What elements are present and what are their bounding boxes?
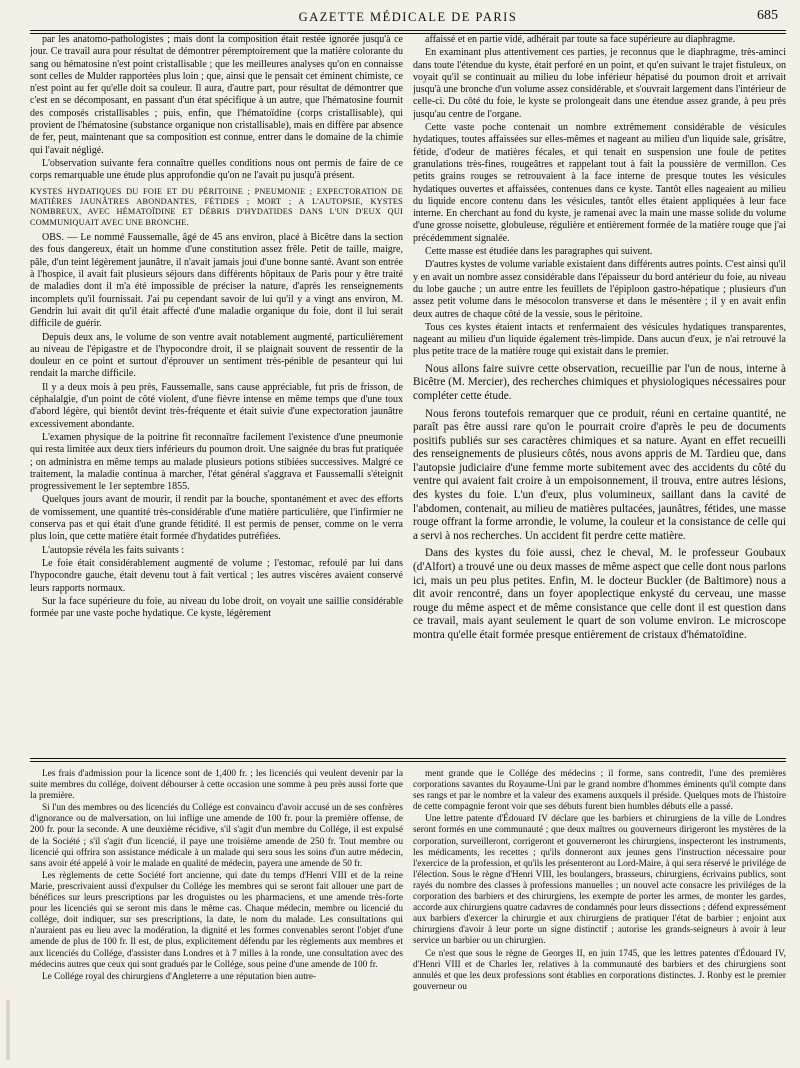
separator-rule-double — [30, 761, 786, 762]
paragraph: ment grande que le Collége des médecins ; il forme, sans contredit, l'une des premières corporations savantes du Royaume-Uni par le grand nombre d'hommes éminents qu'il compte dans ses rangs et par le nombre et la valeur des examens auxquels il préside. Quelques mots de l'histoire de cette compagnie feront voir que ses débuts furent bien humbles débuts elle a passé. — [413, 769, 786, 813]
feuilleton-column-left — [30, 769, 403, 1059]
paragraph: Cette vaste poche contenait un nombre extrêmement considérable de vésicules hydatiques, toutes affaissées sur elles-mêmes et nageant au milieu d'un liquide sale, grisâtre, fétide, d'odeur de matières fécales, et qui tenait en suspension une foule de petites granulations très-fines, rougeâtres et rappelant tout à fait la poussière de vermillon. Ces petits grains rouges se retrouvaient à la face interne de presque toutes les vésicules hydatiques ouvertes et affaissées, contenues dans ce kyste. Tantôt elles nageaient au milieu du liquide encore contenu dans les vésicules, tantôt elles étaient appliquées à leur face interne. En cherchant au fond du kyste, je ramenai avec la main une masse solide du volume d'une grosse noisette, globuleuse, régulière et entièrement formée de la matière rouge que j'ai précédemment signalée. — [413, 122, 786, 244]
paragraph: OBS. — Le nommé Faussemalle, âgé de 45 ans environ, placé à Bicêtre dans la section des fous dangereux, était un homme d'une constitution assez frêle. Petit de taille, maigre, pâle, d'un teint légèrement jaunâtre, il n'avait jamais joui d'une bonne santé. Avant son entrée à l'hospice, il avait fait plusieurs séjours dans différents hôpitaux de Paris pour y être traité de maladies dont il m'a été impossible de préciser la nature, d'après les renseignements incomplets qu'il fournissait. J'ai pu cependant savoir de lui qu'il y a vingt ans environ, M. Gendrin lui avait dit qu'il était affecté d'une maladie organique du foie, dont il lui serait difficile de guérir. — [30, 232, 403, 330]
paragraph: Nous ferons toutefois remarquer que ce produit, réuni en certaine quantité, ne paraît pas être aussi rare qu'on le pourrait croire d'après le peu de documents positifs publiés sur ses caractères chimiques et sa nature. Ayant en effet recueilli des renseignements de plusieurs côtés, nous avons appris de M. Tardieu que, dans l'autopsie judiciaire d'une femme morte subitement avec des accidents du côté du ventre qui avaient fait croire à un empoisonnement, il trouva, entre autres lésions, des kystes du foie. L'un d'eux, plus volumineux, saillant dans la cavité de l'abdomen, contenait, au milieu de matières pultacées, jaunâtres, fétides, une masse rouge offrant la forme arrondie, le volume, la couleur et la consistance de celle qui a servi à nos recherches. Un accident fit perdre cette matière. — [413, 407, 786, 542]
paragraph: affaissé et en partie vidé, adhérait par toute sa face supérieure au diaphragme. — [425, 34, 736, 45]
paragraph: Les frais d'admission pour la licence sont de 1,400 fr. ; les licenciés qui veulent devenir par la suite membres du collége, doivent débourser à cette occasion une somme à peu près aussi forte que la première. — [30, 769, 403, 802]
article-section — [30, 34, 786, 749]
paragraph: Depuis deux ans, le volume de son ventre avait notablement augmenté, particulièrement au niveau de l'épigastre et de l'hypocondre droit, il se plaignait souvent de ressentir de la douleur en ce point et surtout d'éprouver un sentiment très-pénible de pesanteur qui lui rendait la marche difficile. — [30, 331, 403, 380]
paragraph: par les anatomo-pathologistes ; mais dont la composition était restée ignorée jusqu'à ce jour. Ce travail aura pour résultat de démontrer péremptoirement que la matière colorante du sang ou hématosine n'est point cristallisable ; que les meilleures analyses qu'on en connaisse sont celles de Mulder rapportées plus loin ; que, ainsi que le pensait cet éminent chimiste, ce n'est point au fer qu'elle doit sa couleur. Il aura, d'autre part, pour résultat de démontrer que c'est en se décomposant, en passant d'un état spécifique à un autre, que l'hématosine fournit des composés cristallisables ; puis, enfin, que l'hématoïdine (corps cristallisable), qui provient de l'hématosine (substance organique non cristallisable), mais en diffère par absence de fer, peut, maintenant que sa composition est connue, entrer dans le domaine de la chimie qui l'avait négligé. — [30, 34, 403, 156]
feuilleton-column-right — [413, 769, 786, 1059]
paragraph: L'examen physique de la poitrine fit reconnaître facilement l'existence d'une pneumonie qui resta limitée aux deux tiers inférieurs du poumon droit. Une saignée du bras fut pratiquée ; on administra en même temps au malade plusieurs potions stibiées successives. Malgré ce traitement, la maladie continua à marcher, l'état général s'aggrava et Faussemalli s'éteignit progressivement le 1er septembre 1855. — [30, 431, 403, 493]
running-title: GAZETTE MÉDICALE DE PARIS — [298, 10, 518, 24]
paragraph: Sur la face supérieure du foie, au niveau du lobe droit, on voyait une saillie considérable formée par une vaste poche hydatique. Ce kyste, légèrement — [30, 595, 403, 620]
paragraph: Le foie était considérablement augmenté de volume ; l'estomac, refoulé par lui dans l'hypocondre gauche, était devenu tout à fait vertical ; les autres viscères avaient conservé leurs rapports normaux. — [30, 557, 403, 594]
paragraph: Dans des kystes du foie aussi, chez le cheval, M. le professeur Goubaux (d'Alfort) a trouvé une ou deux masses de même aspect que celle dont nous parlons ici, mais un peu plus petites. Enfin, M. le docteur Buckler (de Baltimore) nous a dit avoir rencontré, dans un foyer apoplectique enkysté du cerveau, une masse rouge du même aspect et de même consistance que celle dont il est question dans ce travail, mais ayant seulement le quart de son volume environ. Le microscope montra qu'elle était formée presque entièrement de cristaux d'hématoïdine. — [413, 547, 786, 641]
page-header — [30, 4, 786, 34]
paragraph: Tous ces kystes étaient intacts et renfermaient des vésicules hydatiques transparentes, nageant au milieu d'un liquide également très-limpide. Dans aucun d'eux, je n'ai retrouvé la plus petite trace de la matière rouge qui existait dans le premier. — [413, 321, 786, 358]
article-column-left — [30, 34, 403, 749]
article-column-right — [413, 34, 786, 749]
paragraph: Cette masse est étudiée dans les paragraphes qui suivent. — [425, 246, 653, 258]
paragraph: L'autopsie révéla les faits suivants : — [42, 544, 185, 556]
case-title: KYSTES HYDATIQUES DU FOIE ET DU PÉRITOINE ; PNEUMONIE ; EXPECTORATION DE MATIÈRES JAUNÂTRES ABONDANTES, FÉTIDES ; MORT ; A L'AUTOPSIE, KYSTES NOMBREUX, AVEC HÉMATOÏDINE ET DÉBRIS D'HYDATIDES DANS L'UN D'EUX QUI COMMUNIQUAIT AVEC UNE BRONCHE. — [30, 186, 403, 227]
feuilleton-section — [30, 769, 786, 1059]
section-separator — [30, 755, 786, 765]
paragraph: L'observation suivante fera connaître quelles conditions nous ont permis de faire de ce corps remarquable une étude plus approfondie qu'on ne l'avait pu jusqu'à présent. — [30, 157, 403, 182]
page-number: 685 — [757, 8, 778, 23]
paragraph: Nous allons faire suivre cette observation, recueillie par l'un de nous, interne à Bicêtre (M. Mercier), des recherches chimiques et physiologiques nécessaires pour compléter cette étude. — [413, 362, 786, 402]
paragraph: En examinant plus attentivement ces parties, je reconnus que le diaphragme, très-aminci dans toute l'étendue du kyste, était perforé en un point, et qu'en suivant le trajet fistuleux, on voyait qu'il se continuait au milieu du lobe inférieur hépatisé du poumon droit et arrivait jusqu'à une bronche d'un volume assez considérable, et s'ouvrait largement dans l'intérieur de celle-ci. Du côté du foie, le kyste se prolongeait dans une étendue assez grande, à peu près jusqu'au centre de l'organe. — [413, 47, 786, 120]
paragraph: Il y a deux mois à peu près, Faussemalle, sans cause appréciable, fut pris de frisson, de céphalalgie, d'un point de côté violent, d'une fièvre intense en même temps que d'une toux d'abord légère, qui bientôt devint très-fréquente et était suivie d'une expectoration jaunâtre excessivement abondante. — [30, 381, 403, 430]
paragraph: Si l'un des membres ou des licenciés du Collége est convaincu d'avoir accusé un de ses confrères d'ignorance ou de malversation, on lui inflige une amende de 100 fr. pour la première offense, de 200 fr. pour la seconde. A une deuxième récidive, s'il s'agit d'un membre du Collége, il est expulsé de la Société ; s'il s'agit d'un licencié, il paye une troisième amende de 250 fr. Tout membre ou licencié qui offrira son assistance médicale à un malade qui sera sous les soins d'un autre médecin, sans avoir été appelé à voir le malade en qualité de médecin, payera une amende de 50 fr. — [30, 803, 403, 869]
paragraph: Quelques jours avant de mourir, il rendit par la bouche, spontanément et avec des efforts de vomissement, une quantité très-considérable d'une matière particulière, que l'infirmier ne conserva pas et qui était d'une grande fétidité. Il est permis de penser, comme on le verra plus loin, que cette matière était formée d'hydatides putréfiées. — [30, 494, 403, 543]
paragraph: Ce n'est que sous le règne de Georges II, en juin 1745, que les lettres patentes d'Édouard IV, d'Henri VIII et de Charles Ier, relatives à la communauté des barbiers et des chirurgiens sont annulés et que les deux professions sont établies en corporations distinctes. J. Ronby est le premier gouverneur ou — [413, 948, 786, 992]
header-rule — [30, 30, 786, 31]
paragraph: Les règlements de cette Société fort ancienne, qui date du temps d'Henri VIII et de la reine Marie, prescrivaient aussi d'expulser du Collége les membres qui se seront fait allouer une part de bénéfices sur leurs prescriptions par les droguistes ou les pharmaciens, et une amende très-forte pour les licenciés qui se seront mis dans le même cas. Chaque médecin, membre ou licencié du collége, doit indiquer, sur ses prescriptions, la date, le nom du malade. Les consultations qui n'auraient pas eu lieu avec la modération, la dignité et les formes convenables seront l'objet d'une amende de plus de 100 fr. Il est, de plus, explicitement défendu par les règlements aux membres et aux licenciés du Collége, d'assister dans Londres et à 7 milles à la ronde, une consultation avec des médecins autres que ceux qui sont gradués par le Collége, sous peine d'une amende de 100 fr. — [30, 870, 403, 970]
paragraph: Le Collége royal des chirurgiens d'Angleterre a une réputation bien autre- — [42, 971, 317, 982]
header-rule-double — [30, 33, 786, 34]
page-edge-shadow — [6, 1000, 10, 1060]
separator-rule — [30, 758, 786, 759]
paragraph: Une lettre patente d'Édouard IV déclare que les barbiers et chirurgiens de la ville de Londres seront formés en une communauté ; que deux maîtres ou gouverneurs dirigeront les mystères de la corporation, surveilleront, corrigeront et gouverneront les chirurgiens, inspecteront les instruments, les médicaments, les recettes ; qu'ils donneront aux jeunes gens l'instruction nécessaire pour l'exercice de la profession, et qu'ils les présenteront au Lord-Maire, à qui sera réservé le privilége de l'élection. Sous le règne d'Henri VIII, les boulangers, brasseurs, chirurgiens, écrivains publics, sont rayés du nombre des classes à professions manuelles ; un nouvel acte consacre les priviléges de la corporation des barbiers et des chirurgiens, les exempte de porter les armes, de monter les gardes, accorde aux chirurgiens quatre cadavres de condamnés pour leurs dissections ; défend expressément aux barbiers d'exercer la chirurgie et aux chirurgiens de pratiquer l'état de barbier ; enjoint aux chirurgiens d'avoir à leur porte un signe distinctif ; autorise les grands-seigneurs à avoir à leur service un barbier ou un chirurgien. — [413, 814, 786, 947]
paragraph: D'autres kystes de volume variable existaient dans différents autres points. C'est ainsi qu'il y en avait un nombre assez considérable dans l'épaisseur du bord antérieur du foie, au niveau du lobe gauche ; un autre entre les feuillets de l'épiploon gastro-hépatique ; plusieurs d'un assez petit volume dans le mésocolon transverse et dans le mésentère ; il y en avait enfin deux autres de chaque côté de la vessie, sous le péritoine. — [413, 259, 786, 320]
